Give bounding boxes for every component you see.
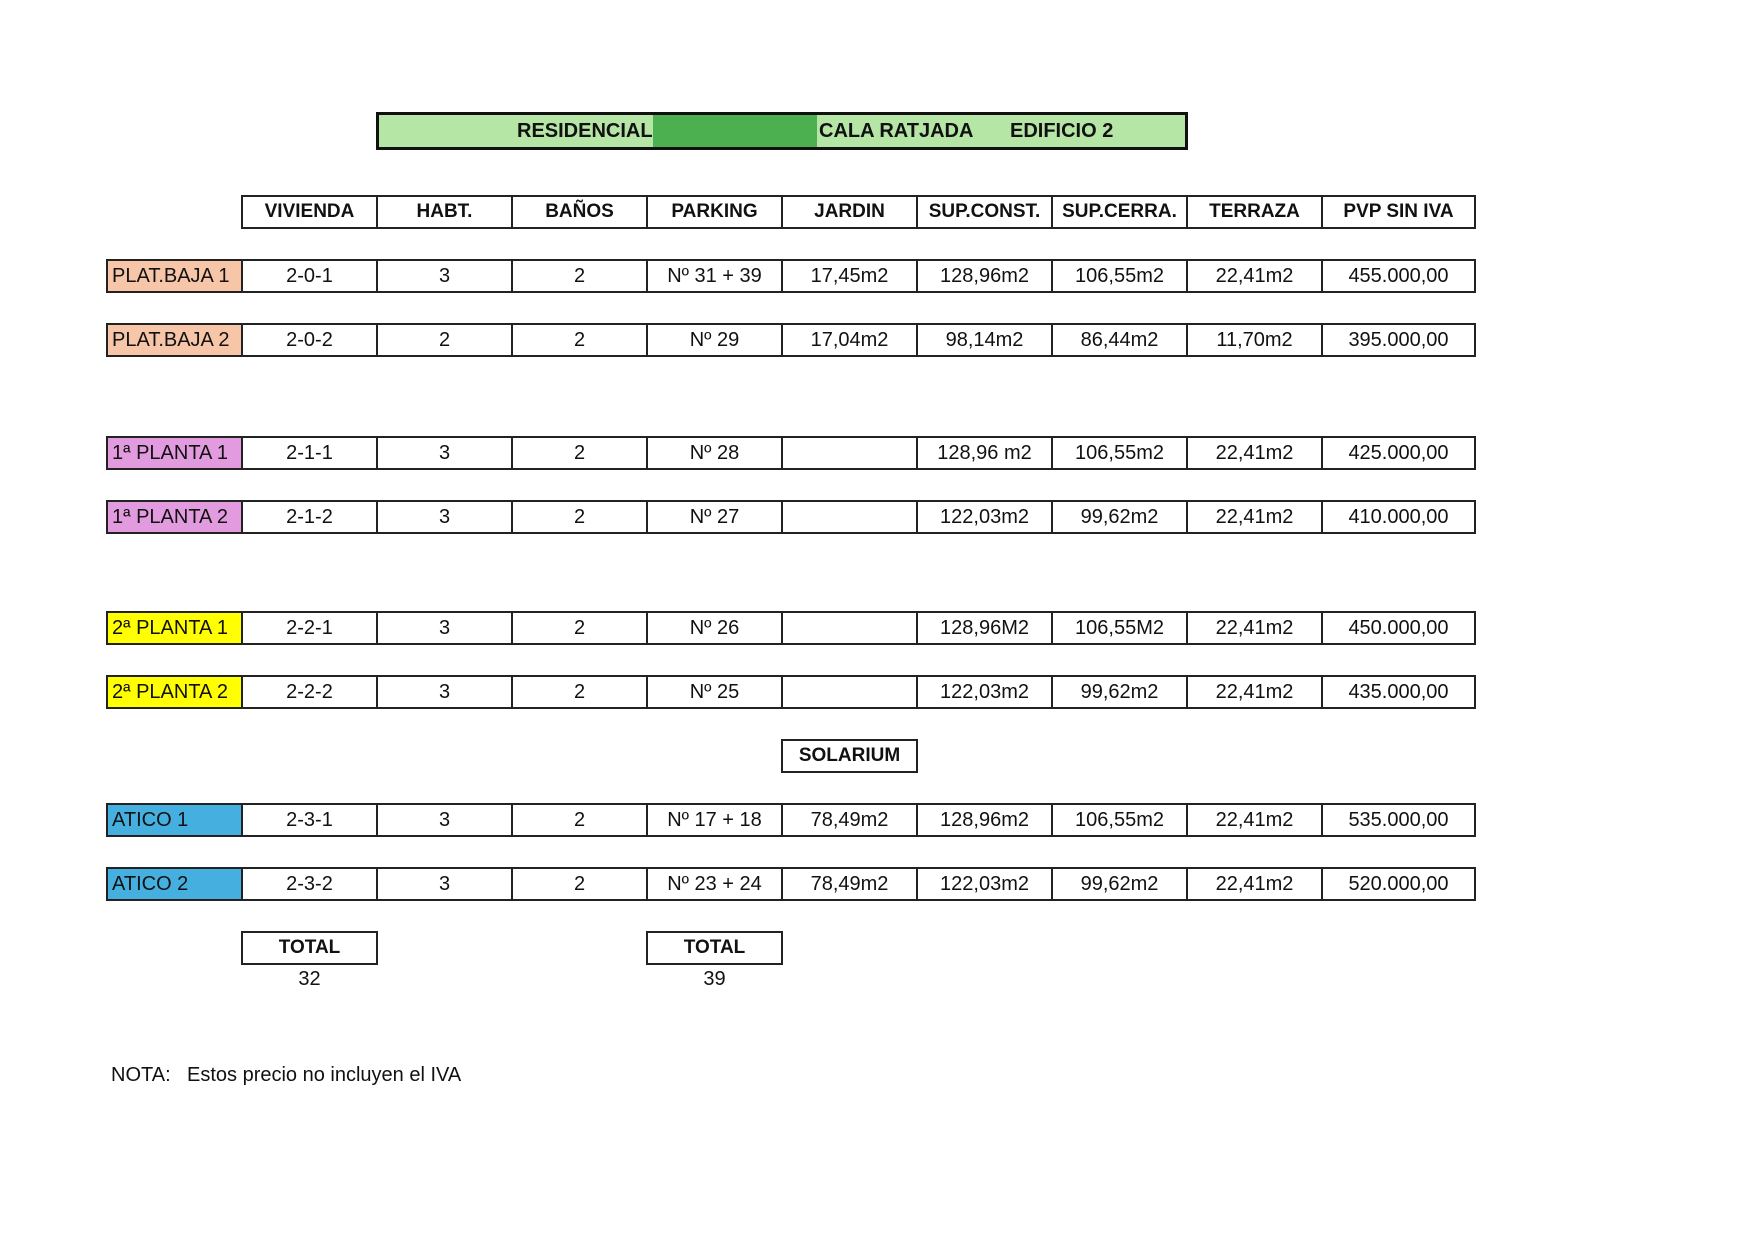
cell-vivienda: 2-0-1 (241, 259, 378, 293)
cell-pvp: 410.000,00 (1321, 500, 1476, 534)
cell-banos: 2 (511, 611, 648, 645)
row-label-plat-baja-1: PLAT.BAJA 1 (106, 259, 243, 293)
cell-banos: 2 (511, 500, 648, 534)
nota-label: NOTA: (111, 1064, 171, 1086)
cell-terraza: 22,41m2 (1186, 675, 1323, 709)
cell-vivienda: 2-2-2 (241, 675, 378, 709)
cell-habt: 2 (376, 323, 513, 357)
cell-parking: Nº 26 (646, 611, 783, 645)
cell-pvp: 455.000,00 (1321, 259, 1476, 293)
cell-sup-const: 128,96m2 (916, 259, 1053, 293)
cell-habt: 3 (376, 675, 513, 709)
title-edificio: EDIFICIO 2 (1010, 120, 1114, 142)
cell-jardin: 17,04m2 (781, 323, 918, 357)
row-label-2a-planta-2: 2ª PLANTA 2 (106, 675, 243, 709)
total-habt-label: TOTAL (241, 931, 378, 965)
header-parking: PARKING (646, 195, 783, 229)
total-parking-value: 39 (703, 968, 726, 990)
cell-sup-cerra: 106,55M2 (1051, 611, 1188, 645)
cell-parking: Nº 31 + 39 (646, 259, 783, 293)
nota-text: Estos precio no incluyen el IVA (187, 1064, 462, 1086)
cell-parking: Nº 25 (646, 675, 783, 709)
cell-terraza: 22,41m2 (1186, 803, 1323, 837)
cell-terraza: 22,41m2 (1186, 259, 1323, 293)
cell-sup-cerra: 106,55m2 (1051, 803, 1188, 837)
cell-sup-const: 128,96 m2 (916, 436, 1053, 470)
cell-sup-cerra: 86,44m2 (1051, 323, 1188, 357)
cell-terraza: 22,41m2 (1186, 867, 1323, 901)
cell-parking: Nº 23 + 24 (646, 867, 783, 901)
header-terraza: TERRAZA (1186, 195, 1323, 229)
cell-banos: 2 (511, 259, 648, 293)
header-pvp-sin-iva: PVP SIN IVA (1321, 195, 1476, 229)
cell-habt: 3 (376, 259, 513, 293)
cell-sup-cerra: 99,62m2 (1051, 675, 1188, 709)
row-label-plat-baja-2: PLAT.BAJA 2 (106, 323, 243, 357)
cell-sup-const: 128,96M2 (916, 611, 1053, 645)
header-jardin: JARDIN (781, 195, 918, 229)
cell-terraza: 22,41m2 (1186, 436, 1323, 470)
cell-pvp: 520.000,00 (1321, 867, 1476, 901)
header-banos: BAÑOS (511, 195, 648, 229)
cell-parking: Nº 29 (646, 323, 783, 357)
cell-sup-cerra: 99,62m2 (1051, 867, 1188, 901)
cell-vivienda: 2-0-2 (241, 323, 378, 357)
cell-sup-cerra: 106,55m2 (1051, 436, 1188, 470)
cell-sup-const: 122,03m2 (916, 500, 1053, 534)
cell-parking: Nº 28 (646, 436, 783, 470)
total-habt-value: 32 (298, 968, 321, 990)
title-bar (376, 112, 1188, 150)
cell-jardin: 78,49m2 (781, 867, 918, 901)
cell-jardin (781, 500, 918, 534)
row-label-atico-2: ATICO 2 (106, 867, 243, 901)
cell-sup-const: 128,96m2 (916, 803, 1053, 837)
cell-parking: Nº 17 + 18 (646, 803, 783, 837)
row-label-1a-planta-2: 1ª PLANTA 2 (106, 500, 243, 534)
cell-sup-const: 98,14m2 (916, 323, 1053, 357)
cell-jardin: 17,45m2 (781, 259, 918, 293)
cell-vivienda: 2-3-1 (241, 803, 378, 837)
header-vivienda: VIVIENDA (241, 195, 378, 229)
cell-habt: 3 (376, 803, 513, 837)
cell-banos: 2 (511, 323, 648, 357)
cell-habt: 3 (376, 436, 513, 470)
row-label-2a-planta-1: 2ª PLANTA 1 (106, 611, 243, 645)
cell-terraza: 22,41m2 (1186, 611, 1323, 645)
title-residencial: RESIDENCIAL (517, 120, 653, 142)
cell-habt: 3 (376, 500, 513, 534)
cell-sup-const: 122,03m2 (916, 675, 1053, 709)
cell-habt: 3 (376, 867, 513, 901)
row-label-atico-1: ATICO 1 (106, 803, 243, 837)
cell-sup-const: 122,03m2 (916, 867, 1053, 901)
cell-banos: 2 (511, 436, 648, 470)
cell-banos: 2 (511, 675, 648, 709)
cell-vivienda: 2-1-1 (241, 436, 378, 470)
cell-banos: 2 (511, 867, 648, 901)
cell-pvp: 435.000,00 (1321, 675, 1476, 709)
header-sup-cerra: SUP.CERRA. (1051, 195, 1188, 229)
cell-habt: 3 (376, 611, 513, 645)
cell-pvp: 425.000,00 (1321, 436, 1476, 470)
cell-jardin: 78,49m2 (781, 803, 918, 837)
cell-sup-cerra: 99,62m2 (1051, 500, 1188, 534)
cell-vivienda: 2-3-2 (241, 867, 378, 901)
cell-pvp: 395.000,00 (1321, 323, 1476, 357)
title-location: CALA RATJADA (819, 120, 974, 142)
title-highlight-block (653, 115, 817, 147)
cell-vivienda: 2-1-2 (241, 500, 378, 534)
row-label-1a-planta-1: 1ª PLANTA 1 (106, 436, 243, 470)
header-sup-const: SUP.CONST. (916, 195, 1053, 229)
solarium-label: SOLARIUM (781, 739, 918, 773)
cell-pvp: 535.000,00 (1321, 803, 1476, 837)
cell-jardin (781, 436, 918, 470)
total-parking-label: TOTAL (646, 931, 783, 965)
cell-jardin (781, 675, 918, 709)
cell-terraza: 11,70m2 (1186, 323, 1323, 357)
cell-banos: 2 (511, 803, 648, 837)
cell-terraza: 22,41m2 (1186, 500, 1323, 534)
cell-pvp: 450.000,00 (1321, 611, 1476, 645)
cell-parking: Nº 27 (646, 500, 783, 534)
cell-sup-cerra: 106,55m2 (1051, 259, 1188, 293)
cell-vivienda: 2-2-1 (241, 611, 378, 645)
header-habt: HABT. (376, 195, 513, 229)
cell-jardin (781, 611, 918, 645)
